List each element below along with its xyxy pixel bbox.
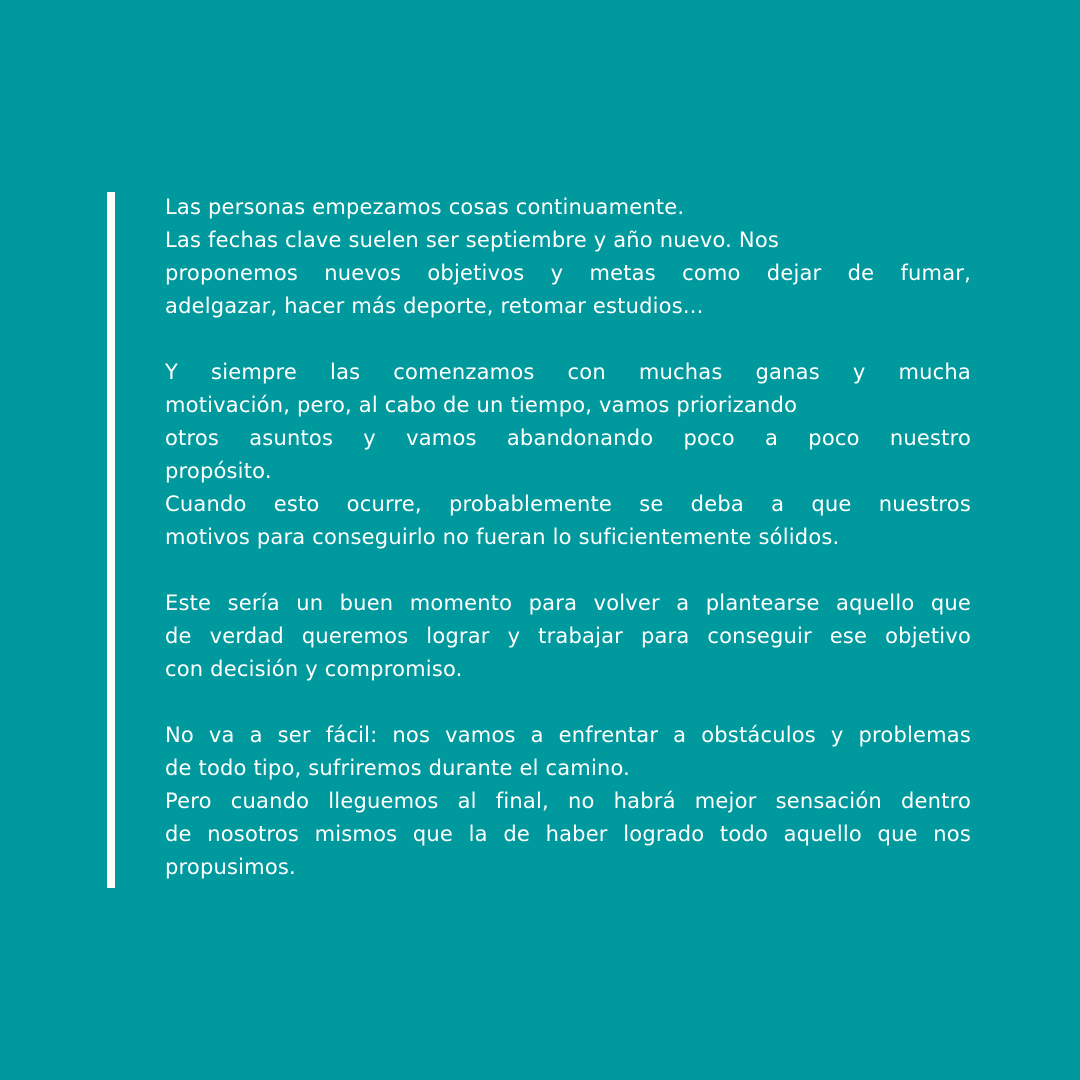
text-line: Cuando esto ocurre, probablemente se deba a que nuestros — [165, 492, 971, 516]
text-line: proponemos nuevos objetivos y metas como dejar de fumar, — [165, 261, 971, 285]
text-line: motivación, pero, al cabo de un tiempo, vamos priorizando — [165, 393, 798, 417]
text-line: otros asuntos y vamos abandonando poco a poco nuestro — [165, 426, 971, 450]
text-line: Las personas empezamos cosas continuamente. — [165, 195, 685, 219]
text-line: adelgazar, hacer más deporte, retomar estudios... — [165, 294, 704, 318]
text-line: de todo tipo, sufriremos durante el camino. — [165, 756, 631, 780]
text-line: de verdad queremos lograr y trabajar para conseguir ese objetivo — [165, 624, 971, 648]
paragraph-spacer — [165, 323, 971, 356]
text-line: No va a ser fácil: nos vamos a enfrentar a obstáculos y problemas — [165, 723, 971, 747]
text-line: propusimos. — [165, 855, 296, 879]
text-line: Las fechas clave suelen ser septiembre y año nuevo. Nos — [165, 228, 780, 252]
accent-bar — [107, 192, 115, 888]
paragraph-spacer — [165, 554, 971, 587]
text-line: Y siempre las comenzamos con muchas ganas y mucha — [165, 360, 971, 384]
quote-text-block — [165, 191, 971, 884]
text-line: Este sería un buen momento para volver a plantearse aquello que — [165, 591, 971, 615]
text-line: propósito. — [165, 459, 272, 483]
paragraph-spacer — [165, 686, 971, 719]
text-line: con decisión y compromiso. — [165, 657, 463, 681]
text-line: de nosotros mismos que la de haber logrado todo aquello que nos — [165, 822, 971, 846]
text-line: motivos para conseguirlo no fueran lo suficientemente sólidos. — [165, 525, 840, 549]
text-line: Pero cuando lleguemos al final, no habrá mejor sensación dentro — [165, 789, 971, 813]
